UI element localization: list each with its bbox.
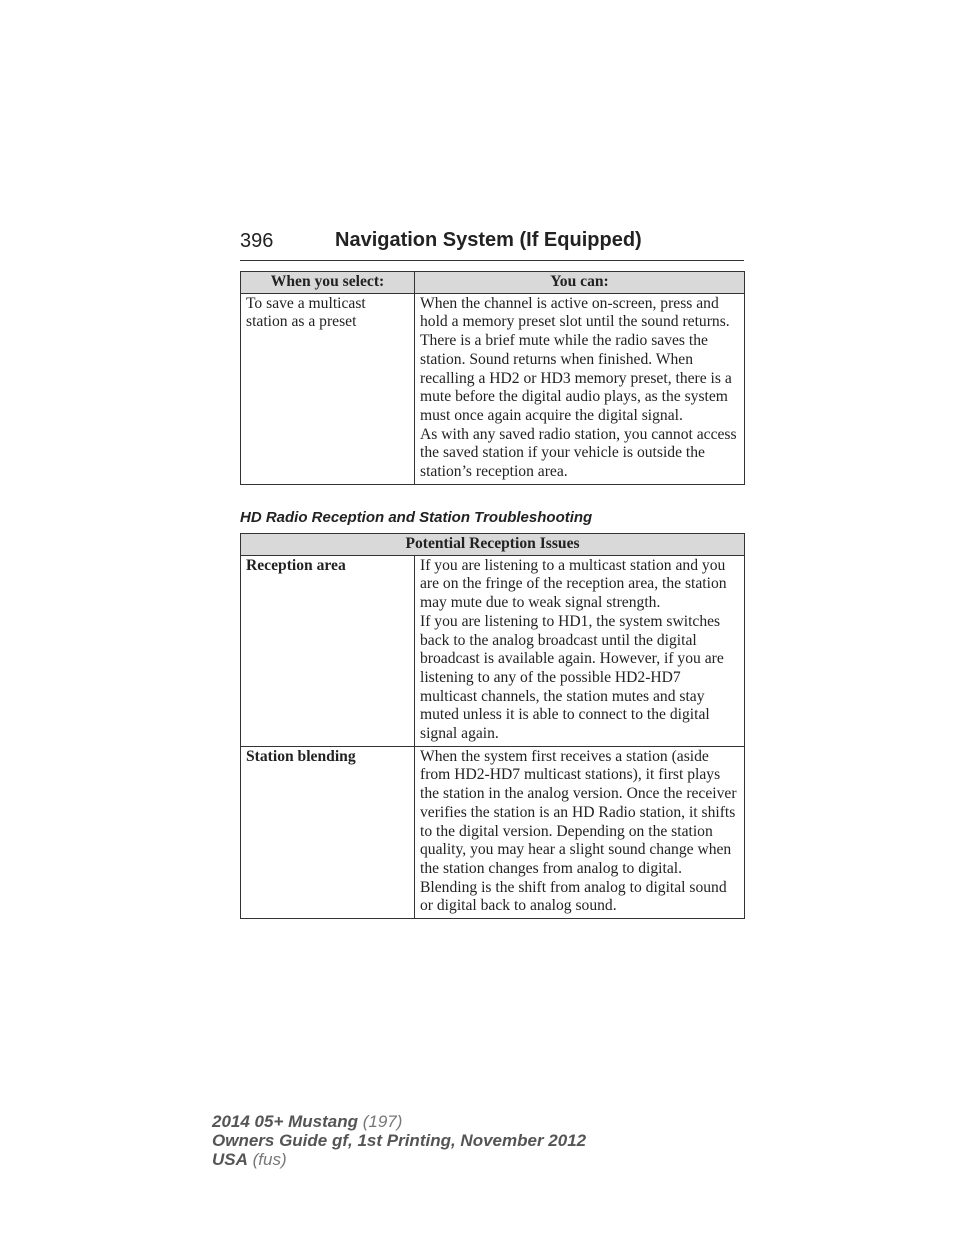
footer-line bbox=[212, 1150, 586, 1169]
section-subheading: HD Radio Reception and Station Troubleshooting bbox=[240, 509, 593, 526]
selection-table bbox=[240, 271, 745, 485]
footer-market-code: (fus) bbox=[247, 1150, 287, 1169]
footer-edition: Owners Guide gf, 1st Printing, November 2012 bbox=[212, 1131, 587, 1150]
page-header bbox=[240, 228, 744, 261]
footer-code: (197) bbox=[358, 1112, 403, 1131]
table-header-row bbox=[241, 534, 745, 556]
table-header-row bbox=[241, 272, 745, 294]
table-row bbox=[241, 293, 745, 484]
table-row bbox=[241, 555, 745, 746]
description-paragraph: If you are listening to HD1, the system switches back to the analog broadcast until the digital broadcast is available again. However, if you are listening to any of the possible HD2-HD7 multicast channels, the station mutes and stay muted unless it is able to connect to the digital signal again. bbox=[420, 612, 724, 743]
description-cell bbox=[415, 293, 745, 484]
footer-model: 2014 05+ Mustang bbox=[212, 1112, 358, 1131]
description-cell bbox=[415, 555, 745, 746]
description-paragraph: When the channel is active on-screen, press and hold a memory preset slot until the sound returns. There is a brief mute while the radio saves the station. Sound returns when finished. When recalling a HD2 or HD3 memory preset, there is a mute before the digital audio plays, as the system must once again acquire the digital signal. bbox=[420, 294, 732, 424]
page-footer bbox=[212, 1112, 586, 1169]
reception-issues-table bbox=[240, 533, 745, 919]
table-row bbox=[241, 746, 745, 918]
description-paragraph: When the system first receives a station (aside from HD2-HD7 multicast stations), it first plays the station in the analog version. Once the receiver verifies the station is an HD Radio station, it shifts to the digital version. Depending on the station quality, you may hear a slight sound change when the station changes from analog to digital. Blending is the shift from analog to digital sound or digital back to analog sound. bbox=[420, 747, 737, 915]
table-header: Potential Reception Issues bbox=[241, 534, 745, 556]
issue-cell: Station blending bbox=[241, 746, 415, 918]
footer-market: USA bbox=[212, 1150, 248, 1169]
description-paragraph: If you are listening to a multicast station and you are on the fringe of the reception area, the station may mute due to weak signal strength. bbox=[420, 556, 727, 612]
description-paragraph: As with any saved radio station, you cannot access the saved station if your vehicle is outside the station’s reception area. bbox=[420, 425, 737, 481]
footer-line bbox=[212, 1112, 586, 1131]
page-title: Navigation System (If Equipped) bbox=[335, 229, 642, 251]
column-header-you-can: You can: bbox=[415, 272, 745, 294]
page-number: 396 bbox=[240, 230, 274, 252]
description-cell bbox=[415, 746, 745, 918]
issue-cell: Reception area bbox=[241, 555, 415, 746]
column-header-select: When you select: bbox=[241, 272, 415, 294]
select-cell: To save a multicast station as a preset bbox=[241, 293, 415, 484]
